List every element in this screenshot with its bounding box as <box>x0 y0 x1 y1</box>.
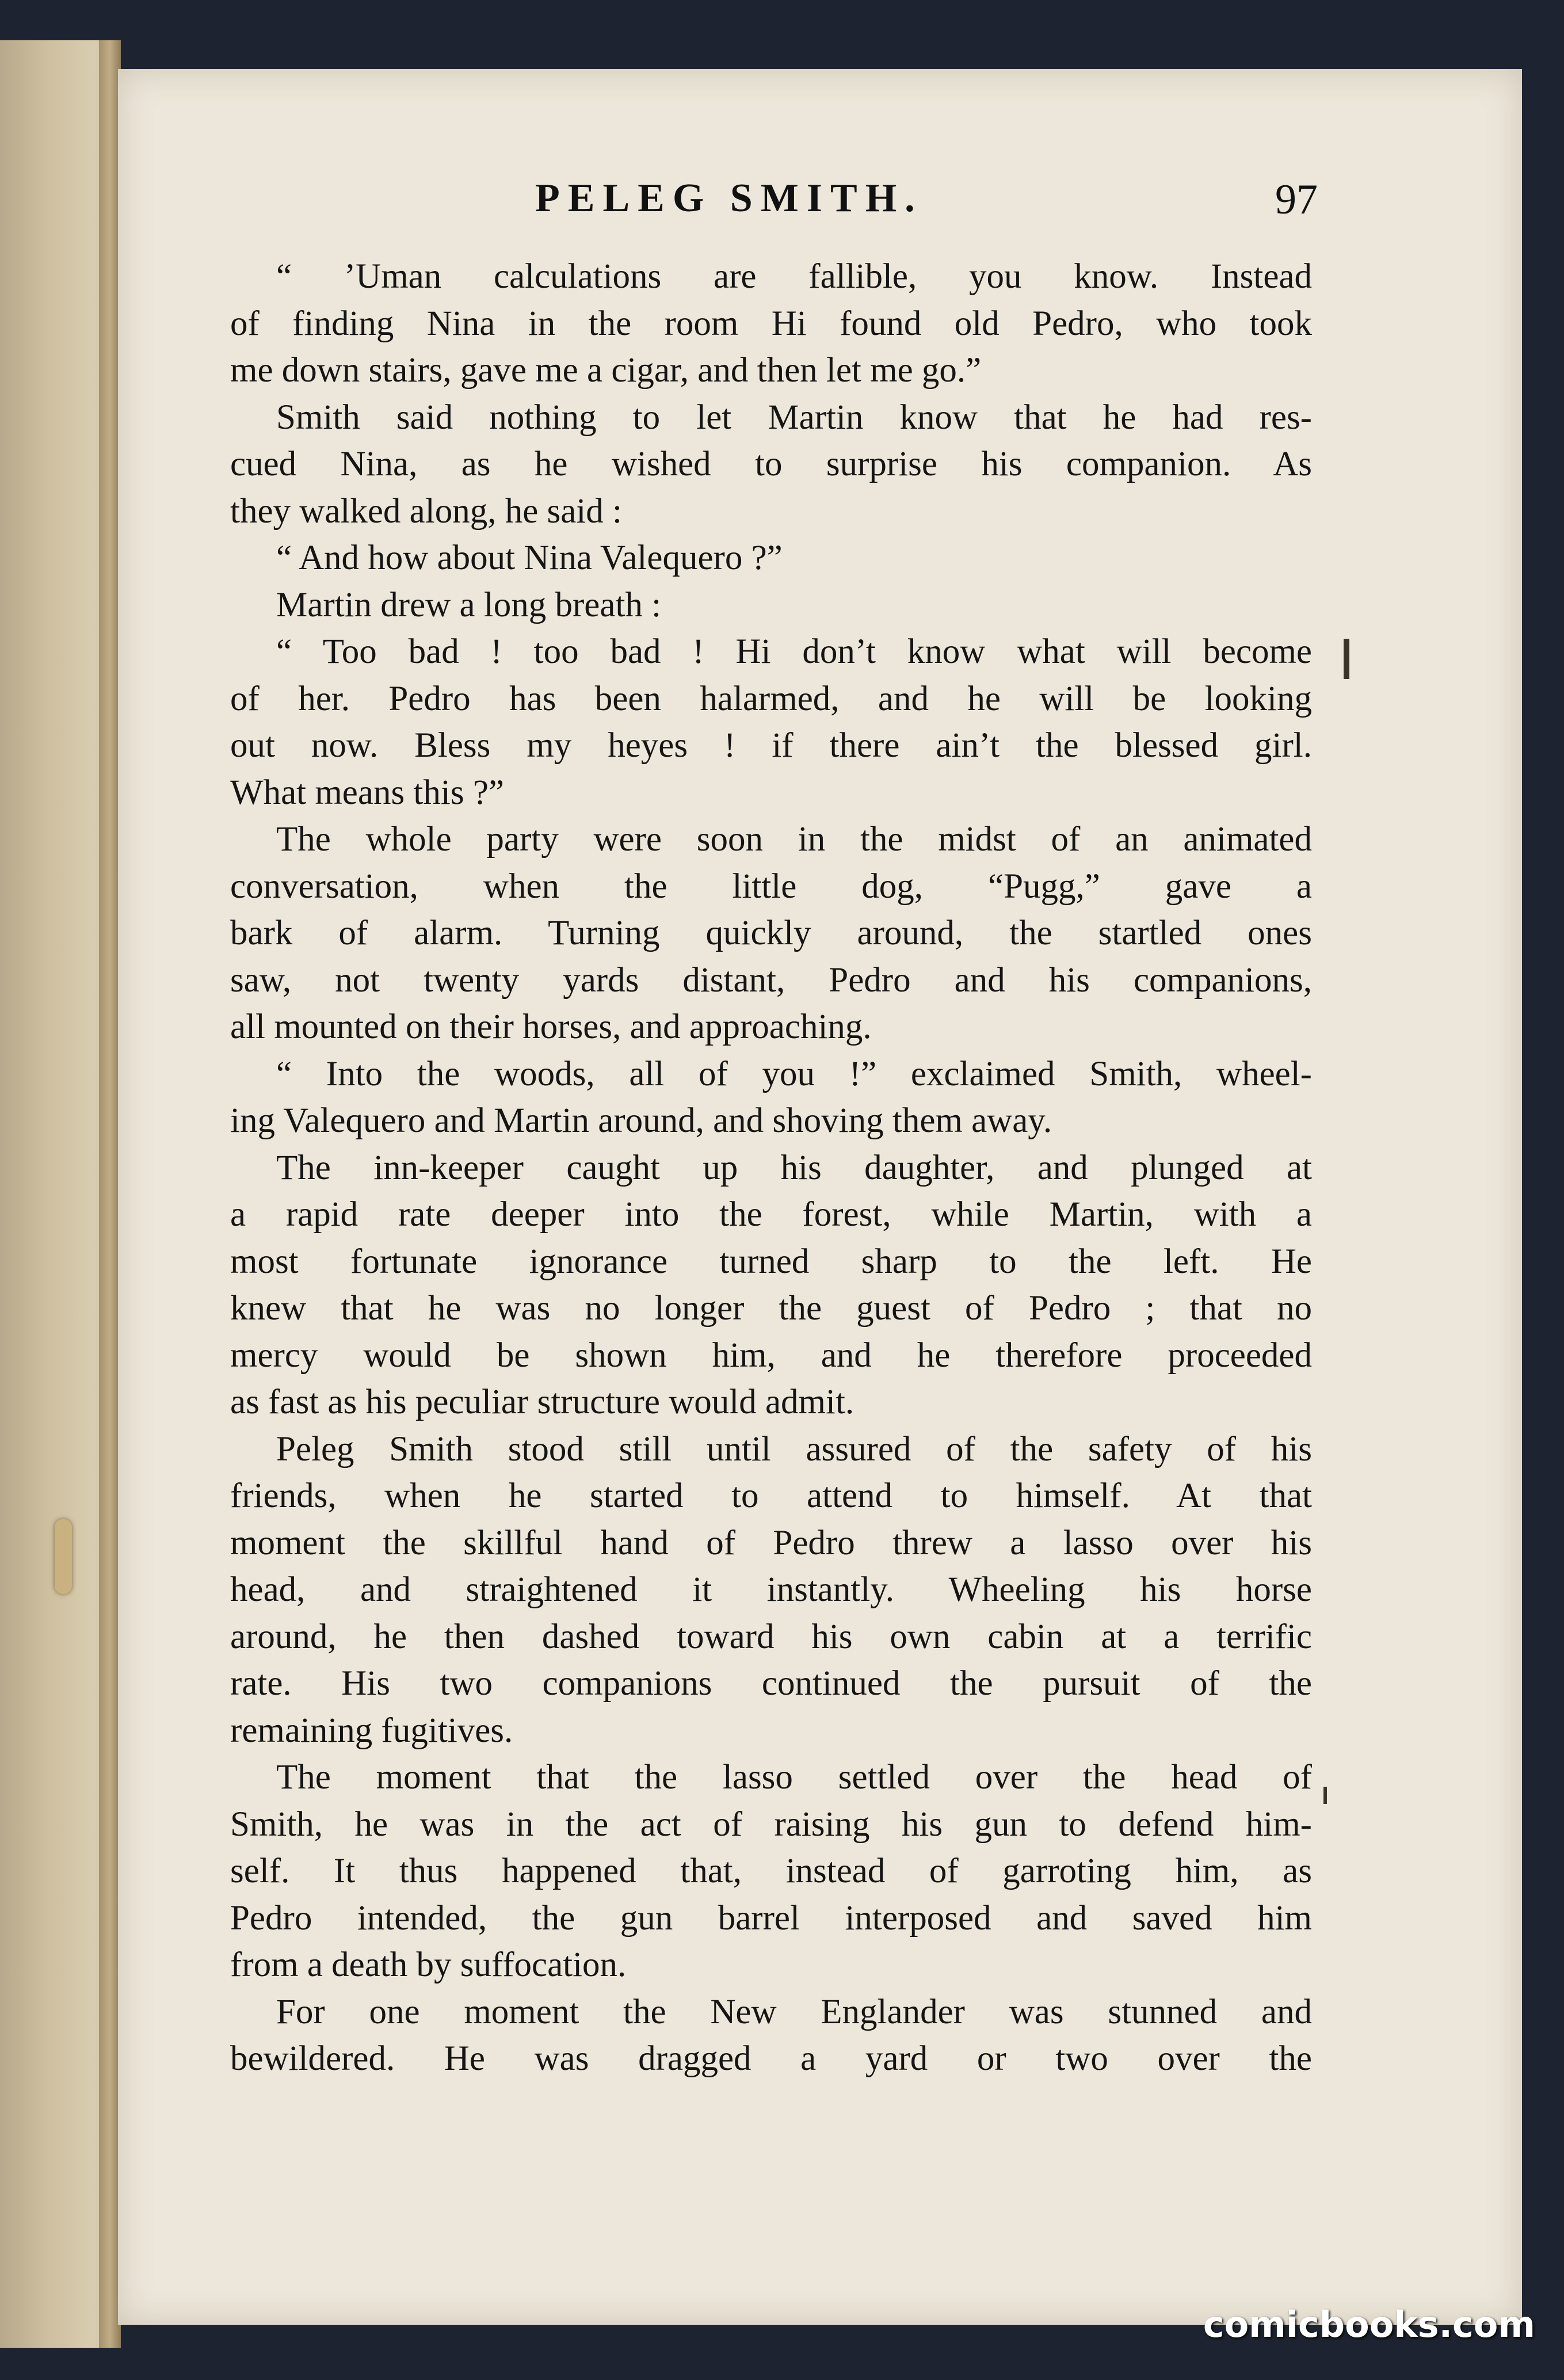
body-text <box>230 253 1312 2082</box>
text-line: a rapid rate deeper into the forest, while Martin, with a <box>230 1195 1312 1234</box>
text-line: bark of alarm. Turning quickly around, the startled ones <box>230 914 1312 952</box>
watermark: comicbooks.com <box>1203 2303 1535 2345</box>
text-line: The inn-keeper caught up his daughter, and plunged at <box>276 1148 1312 1187</box>
page-edge-mark <box>1323 1787 1327 1804</box>
text-line: me down stairs, gave me a cigar, and then let me go.” <box>230 351 982 390</box>
text-line: out now. Bless my heyes ! if there ain’t the blessed girl. <box>230 726 1312 765</box>
text-line: ing Valequero and Martin around, and shoving them away. <box>230 1101 1052 1140</box>
text-line: of her. Pedro has been halarmed, and he will be looking <box>230 679 1312 718</box>
text-line: saw, not twenty yards distant, Pedro and his companions, <box>230 960 1312 1000</box>
text-line: conversation, when the little dog, “Pugg,” gave a <box>230 867 1312 906</box>
text-line: knew that he was no longer the guest of Pedro ; that no <box>230 1289 1312 1328</box>
page-header <box>535 176 1318 239</box>
text-line: head, and straightened it instantly. Wheeling his horse <box>230 1570 1312 1609</box>
text-line: from a death by suffocation. <box>230 1946 627 1984</box>
text-line: around, he then dashed toward his own cabin at a terrific <box>230 1617 1312 1656</box>
text-line: “ And how about Nina Valequero ?” <box>276 539 783 577</box>
page-number: 97 <box>1275 176 1318 223</box>
text-line: “ ’Uman calculations are fallible, you know. Instead <box>276 257 1312 296</box>
text-line: they walked along, he said : <box>230 491 622 531</box>
text-line: most fortunate ignorance turned sharp to the left. He <box>230 1242 1312 1281</box>
text-line: “ Into the woods, all of you !” exclaimed Smith, wheel- <box>276 1054 1312 1093</box>
text-line: The moment that the lasso settled over the head of <box>276 1758 1312 1797</box>
text-line: as fast as his peculiar structure would admit. <box>230 1383 855 1421</box>
text-line: “ Too bad ! too bad ! Hi don’t know what will become <box>276 632 1312 671</box>
text-line: Smith, he was in the act of raising his gun to defend him- <box>230 1805 1312 1844</box>
text-line: remaining fugitives. <box>230 1711 513 1750</box>
text-line: mercy would be shown him, and he therefore proceeded <box>230 1336 1312 1375</box>
text-line: self. It thus happened that, instead of garroting him, as <box>230 1852 1312 1890</box>
binding-thread-mark <box>55 1519 72 1594</box>
text-line: Peleg Smith stood still until assured of the safety of his <box>276 1429 1312 1469</box>
text-line: What means this ?” <box>230 773 504 812</box>
text-line: Pedro intended, the gun barrel interposed and saved him <box>230 1898 1312 1937</box>
page-edge-mark <box>1344 639 1349 679</box>
text-line: moment the skillful hand of Pedro threw a lasso over his <box>230 1523 1312 1562</box>
text-line: Martin drew a long breath : <box>276 585 662 624</box>
text-line: Smith said nothing to let Martin know that he had res- <box>276 398 1312 437</box>
text-line: The whole party were soon in the midst of an animated <box>276 820 1312 859</box>
text-line: rate. His two companions continued the pursuit of the <box>230 1664 1312 1703</box>
text-line: For one moment the New Englander was stunned and <box>276 1992 1312 2031</box>
text-line: friends, when he started to attend to himself. At that <box>230 1477 1312 1515</box>
text-line: all mounted on their horses, and approaching. <box>230 1008 872 1046</box>
text-line: cued Nina, as he wished to surprise his companion. As <box>230 445 1312 483</box>
text-line: bewildered. He was dragged a yard or two over the <box>230 2039 1312 2078</box>
running-title: PELEG SMITH. <box>535 176 923 220</box>
text-line: of finding Nina in the room Hi found old Pedro, who took <box>230 304 1312 343</box>
